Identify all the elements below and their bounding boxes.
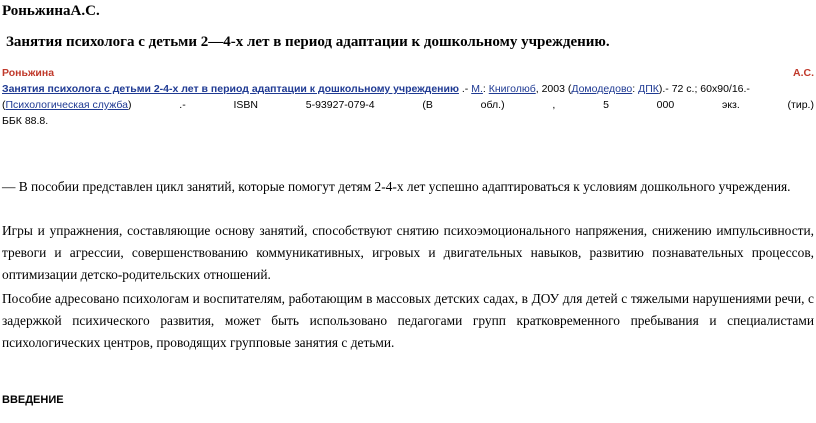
isbn-label: ISBN xyxy=(233,99,258,111)
publisher-link[interactable]: Книголюб xyxy=(488,83,536,95)
series-open-paren: ( xyxy=(2,99,6,111)
printer-city-link[interactable]: Домодедово xyxy=(571,83,633,95)
bibliographic-record xyxy=(2,65,814,129)
series-close-paren: ) xyxy=(128,99,132,111)
biblio-pages-format: ).- 72 с.; 60х90/16.- xyxy=(658,83,750,95)
biblio-comma: , xyxy=(552,99,556,111)
bbk-code: ББК 88.8. xyxy=(2,115,49,127)
biblio-separator: : xyxy=(632,83,639,95)
description-paragraph-2: Игры и упражнения, составляющие основу занятий, способствуют снятию психоэмоционального напряжения, снижению импульсивности, тревоги и агрессии, совершенствованию коммуникативных, игровых и двигательных навыков, развитию познавательных процессов, оптимизации детско-родительских отношений. xyxy=(2,223,814,282)
biblio-dash: .- xyxy=(179,99,186,111)
document-title: Занятия психолога с детьми 2—4-х лет в период адаптации к дошкольному учреждению. xyxy=(6,34,610,50)
city-link[interactable]: М. xyxy=(471,83,483,95)
book-title-link[interactable]: Занятия психолога с детьми 2-4-х лет в период адаптации к дошкольному учреждению xyxy=(2,83,459,95)
isbn-value: 5-93927-079-4 xyxy=(305,99,375,111)
series-link[interactable]: Психологическая служба xyxy=(5,99,129,111)
biblio-title-row xyxy=(2,81,814,97)
biblio-separator: : xyxy=(482,83,489,95)
description-paragraph-3: Пособие адресовано психологам и воспитателям, работающим в массовых детских садах, в ДОУ для детей с тяжелыми нарушениями речи, с задержкой психического развития, может быть использовано педагогами групп кратковременного пребывания и специалистами психологических центров, проводящих групповые занятия с детьми. xyxy=(2,291,814,350)
biblio-author-row xyxy=(2,65,814,81)
series-group xyxy=(2,97,132,113)
author-heading: РоньжинаА.С. xyxy=(2,3,100,19)
biblio-author-initials: А.С. xyxy=(793,67,814,79)
copies-unit: экз. xyxy=(721,99,740,111)
description-paragraph-1: — В пособии представлен цикл занятий, которые помогут детям 2-4-х лет успешно адаптироваться к условиям дошкольного учреждения. xyxy=(2,179,791,194)
biblio-year: , 2003 ( xyxy=(535,83,572,95)
printer-link[interactable]: ДПК xyxy=(638,83,659,95)
biblio-series-row xyxy=(2,97,814,113)
copies-number: 5 xyxy=(603,99,609,111)
biblio-author-surname: Роньжина xyxy=(2,67,55,79)
section-heading-introduction: ВВЕДЕНИЕ xyxy=(2,394,64,406)
binding-close: обл.) xyxy=(480,99,505,111)
copies-number-2: 000 xyxy=(656,99,675,111)
biblio-separator: .- xyxy=(458,83,472,95)
binding-open: (В xyxy=(422,99,433,111)
printing-type: (тир.) xyxy=(787,99,814,111)
